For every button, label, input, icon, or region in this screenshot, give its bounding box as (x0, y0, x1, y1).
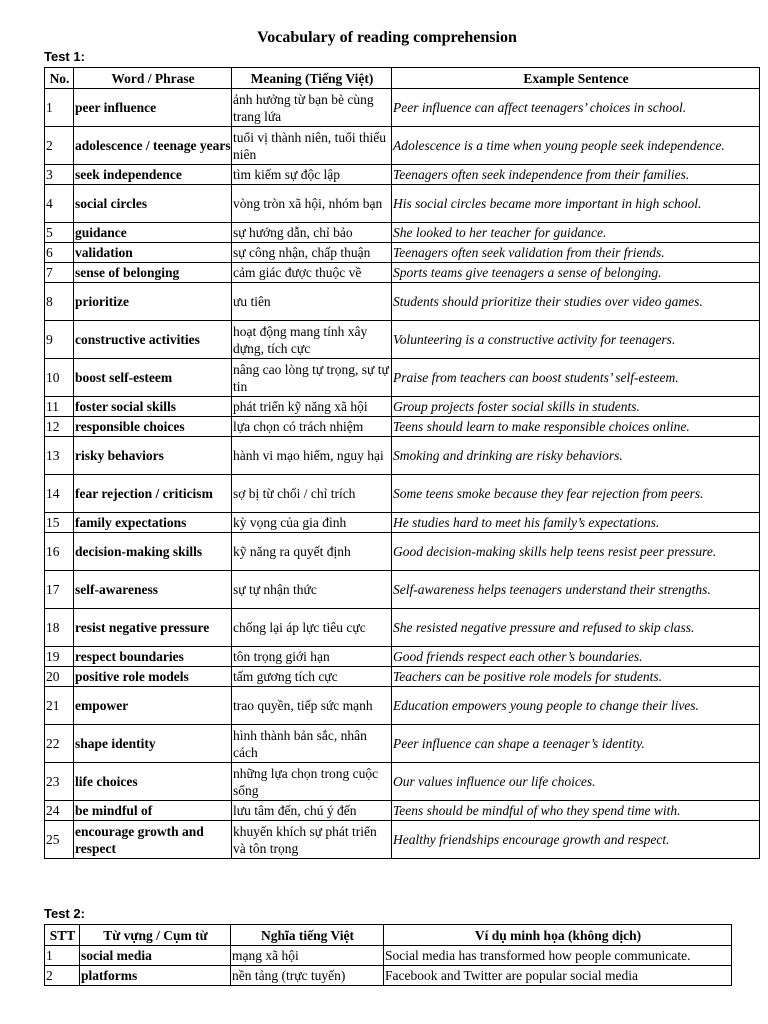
table-row (45, 359, 760, 397)
meaning-vietnamese: mạng xã hội (231, 946, 384, 966)
table-row (45, 609, 760, 647)
table-row (45, 533, 760, 571)
meaning-vietnamese: tuổi vị thành niên, tuổi thiếu niên (232, 127, 392, 165)
example-sentence: Facebook and Twitter are popular social media (384, 966, 732, 986)
example-sentence: Education empowers young people to change their lives. (392, 687, 760, 725)
word-phrase: empower (74, 687, 232, 725)
table-row (45, 667, 760, 687)
meaning-vietnamese: trao quyền, tiếp sức mạnh (232, 687, 392, 725)
table-header-row (45, 68, 760, 89)
word-phrase: shape identity (74, 725, 232, 763)
test2-label: Test 2: (44, 906, 85, 921)
example-sentence: Adolescence is a time when young people seek independence. (392, 127, 760, 165)
example-sentence: Teachers can be positive role models for students. (392, 667, 760, 687)
row-number: 1 (45, 946, 80, 966)
example-sentence: Self-awareness helps teenagers understand their strengths. (392, 571, 760, 609)
row-number: 14 (45, 475, 74, 513)
word-phrase: peer influence (74, 89, 232, 127)
word-phrase: sense of belonging (74, 263, 232, 283)
example-sentence: Good decision-making skills help teens resist peer pressure. (392, 533, 760, 571)
row-number: 6 (45, 243, 74, 263)
meaning-vietnamese: chống lại áp lực tiêu cực (232, 609, 392, 647)
table-row (45, 647, 760, 667)
meaning-vietnamese: hành vi mạo hiểm, nguy hại (232, 437, 392, 475)
meaning-vietnamese: vòng tròn xã hội, nhóm bạn (232, 185, 392, 223)
example-sentence: Healthy friendships encourage growth and respect. (392, 821, 760, 859)
word-phrase: self-awareness (74, 571, 232, 609)
word-phrase: responsible choices (74, 417, 232, 437)
word-phrase: seek independence (74, 165, 232, 185)
column-header-stt: STT (45, 925, 80, 946)
row-number: 21 (45, 687, 74, 725)
table-row (45, 687, 760, 725)
word-phrase: fear rejection / criticism (74, 475, 232, 513)
column-header-example: Ví dụ minh họa (không dịch) (384, 925, 732, 946)
word-phrase: life choices (74, 763, 232, 801)
table-row (45, 243, 760, 263)
word-phrase: prioritize (74, 283, 232, 321)
table-row (45, 185, 760, 223)
word-phrase: platforms (80, 966, 231, 986)
meaning-vietnamese: những lựa chọn trong cuộc sống (232, 763, 392, 801)
example-sentence: She looked to her teacher for guidance. (392, 223, 760, 243)
row-number: 13 (45, 437, 74, 475)
meaning-vietnamese: sự tự nhận thức (232, 571, 392, 609)
row-number: 23 (45, 763, 74, 801)
test1-vocabulary-table (44, 67, 760, 859)
example-sentence: Social media has transformed how people communicate. (384, 946, 732, 966)
example-sentence: Teenagers often seek independence from their families. (392, 165, 760, 185)
row-number: 2 (45, 966, 80, 986)
word-phrase: positive role models (74, 667, 232, 687)
word-phrase: social media (80, 946, 231, 966)
word-phrase: social circles (74, 185, 232, 223)
row-number: 18 (45, 609, 74, 647)
meaning-vietnamese: kỹ năng ra quyết định (232, 533, 392, 571)
table-row (45, 571, 760, 609)
example-sentence: Teens should learn to make responsible choices online. (392, 417, 760, 437)
row-number: 16 (45, 533, 74, 571)
example-sentence: She resisted negative pressure and refused to skip class. (392, 609, 760, 647)
row-number: 25 (45, 821, 74, 859)
word-phrase: resist negative pressure (74, 609, 232, 647)
table-row (45, 321, 760, 359)
row-number: 10 (45, 359, 74, 397)
meaning-vietnamese: tôn trọng giới hạn (232, 647, 392, 667)
table-row (45, 725, 760, 763)
example-sentence: Sports teams give teenagers a sense of belonging. (392, 263, 760, 283)
test1-label: Test 1: (44, 49, 85, 64)
meaning-vietnamese: khuyến khích sự phát triển và tôn trọng (232, 821, 392, 859)
meaning-vietnamese: lựa chọn có trách nhiệm (232, 417, 392, 437)
table-row (45, 263, 760, 283)
row-number: 22 (45, 725, 74, 763)
table-header-row (45, 925, 732, 946)
table-row (45, 437, 760, 475)
example-sentence: Smoking and drinking are risky behaviors. (392, 437, 760, 475)
table-row (45, 946, 732, 966)
meaning-vietnamese: kỳ vọng của gia đình (232, 513, 392, 533)
word-phrase: adolescence / teenage years (74, 127, 232, 165)
table-row (45, 223, 760, 243)
meaning-vietnamese: nền tảng (trực tuyến) (231, 966, 384, 986)
example-sentence: Praise from teachers can boost students’ self-esteem. (392, 359, 760, 397)
meaning-vietnamese: sự hướng dẫn, chỉ bảo (232, 223, 392, 243)
example-sentence: His social circles became more important in high school. (392, 185, 760, 223)
row-number: 3 (45, 165, 74, 185)
example-sentence: Some teens smoke because they fear rejection from peers. (392, 475, 760, 513)
table-row (45, 397, 760, 417)
meaning-vietnamese: ưu tiên (232, 283, 392, 321)
row-number: 12 (45, 417, 74, 437)
table-row (45, 89, 760, 127)
column-header-meaning: Nghĩa tiếng Việt (231, 925, 384, 946)
word-phrase: encourage growth and respect (74, 821, 232, 859)
row-number: 20 (45, 667, 74, 687)
word-phrase: family expectations (74, 513, 232, 533)
word-phrase: respect boundaries (74, 647, 232, 667)
row-number: 19 (45, 647, 74, 667)
row-number: 8 (45, 283, 74, 321)
word-phrase: boost self-esteem (74, 359, 232, 397)
row-number: 15 (45, 513, 74, 533)
table-row (45, 966, 732, 986)
table-row (45, 821, 760, 859)
table-row (45, 127, 760, 165)
word-phrase: be mindful of (74, 801, 232, 821)
meaning-vietnamese: sự công nhận, chấp thuận (232, 243, 392, 263)
meaning-vietnamese: hình thành bản sắc, nhân cách (232, 725, 392, 763)
word-phrase: guidance (74, 223, 232, 243)
example-sentence: Teens should be mindful of who they spend time with. (392, 801, 760, 821)
row-number: 1 (45, 89, 74, 127)
column-header-meaning: Meaning (Tiếng Việt) (232, 68, 392, 89)
column-header-word: Từ vựng / Cụm từ (80, 925, 231, 946)
table-row (45, 165, 760, 185)
example-sentence: Good friends respect each other’s boundaries. (392, 647, 760, 667)
word-phrase: foster social skills (74, 397, 232, 417)
example-sentence: Teenagers often seek validation from their friends. (392, 243, 760, 263)
row-number: 5 (45, 223, 74, 243)
word-phrase: constructive activities (74, 321, 232, 359)
example-sentence: He studies hard to meet his family’s expectations. (392, 513, 760, 533)
table-row (45, 801, 760, 821)
column-header-example: Example Sentence (392, 68, 760, 89)
meaning-vietnamese: ảnh hưởng từ bạn bè cùng trang lứa (232, 89, 392, 127)
word-phrase: risky behaviors (74, 437, 232, 475)
row-number: 9 (45, 321, 74, 359)
table-row (45, 283, 760, 321)
example-sentence: Volunteering is a constructive activity for teenagers. (392, 321, 760, 359)
table-row (45, 417, 760, 437)
meaning-vietnamese: tìm kiếm sự độc lập (232, 165, 392, 185)
meaning-vietnamese: tấm gương tích cực (232, 667, 392, 687)
table-row (45, 475, 760, 513)
meaning-vietnamese: hoạt động mang tính xây dựng, tích cực (232, 321, 392, 359)
row-number: 24 (45, 801, 74, 821)
page-title: Vocabulary of reading comprehension (257, 29, 517, 46)
column-header-word: Word / Phrase (74, 68, 232, 89)
meaning-vietnamese: phát triển kỹ năng xã hội (232, 397, 392, 417)
test2-vocabulary-table (44, 924, 732, 986)
row-number: 4 (45, 185, 74, 223)
word-phrase: decision-making skills (74, 533, 232, 571)
example-sentence: Students should prioritize their studies over video games. (392, 283, 760, 321)
meaning-vietnamese: sợ bị từ chối / chỉ trích (232, 475, 392, 513)
table-row (45, 763, 760, 801)
example-sentence: Our values influence our life choices. (392, 763, 760, 801)
example-sentence: Peer influence can shape a teenager’s identity. (392, 725, 760, 763)
row-number: 17 (45, 571, 74, 609)
example-sentence: Group projects foster social skills in students. (392, 397, 760, 417)
row-number: 2 (45, 127, 74, 165)
column-header-no: No. (45, 68, 74, 89)
meaning-vietnamese: nâng cao lòng tự trọng, sự tự tin (232, 359, 392, 397)
word-phrase: validation (74, 243, 232, 263)
meaning-vietnamese: lưu tâm đến, chú ý đến (232, 801, 392, 821)
meaning-vietnamese: cảm giác được thuộc về (232, 263, 392, 283)
row-number: 11 (45, 397, 74, 417)
example-sentence: Peer influence can affect teenagers’ choices in school. (392, 89, 760, 127)
table-row (45, 513, 760, 533)
row-number: 7 (45, 263, 74, 283)
